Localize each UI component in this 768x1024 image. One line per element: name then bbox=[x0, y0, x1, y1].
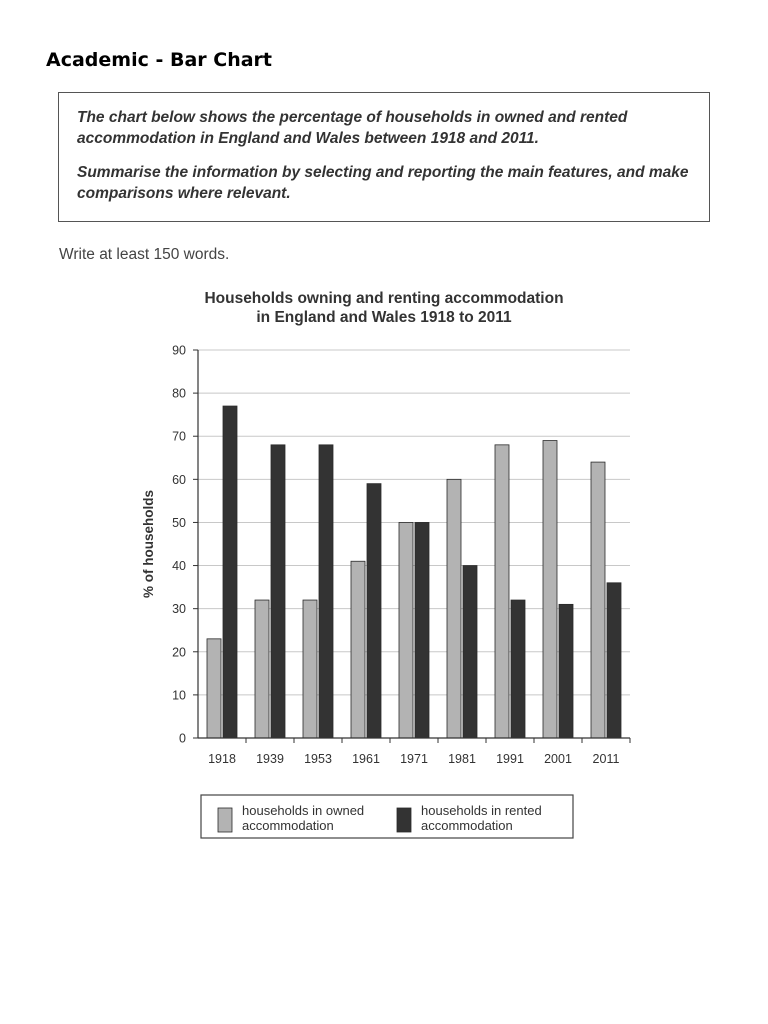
legend-swatch bbox=[218, 808, 232, 832]
y-tick-label: 90 bbox=[172, 343, 186, 358]
bar-owned bbox=[207, 639, 221, 738]
x-tick-label: 1971 bbox=[400, 752, 428, 766]
legend-label: households in owned bbox=[242, 803, 365, 818]
task-description: The chart below shows the percentage of households in owned and rented accommodation in England and Wales between 1918 and 2011. bbox=[77, 109, 628, 147]
bar-rented bbox=[367, 484, 381, 738]
bar-owned bbox=[495, 445, 509, 738]
bar-owned bbox=[303, 600, 317, 738]
y-tick-label: 30 bbox=[172, 602, 186, 617]
bar-rented bbox=[271, 445, 285, 738]
y-tick-label: 10 bbox=[172, 688, 186, 703]
task-instructions-box bbox=[58, 92, 710, 222]
bar-owned bbox=[351, 561, 365, 738]
bar-chart bbox=[0, 280, 768, 860]
bar-rented bbox=[559, 604, 573, 738]
y-tick-label: 80 bbox=[172, 386, 186, 401]
bar-owned bbox=[543, 441, 557, 738]
bar-rented bbox=[319, 445, 333, 738]
bar-rented bbox=[607, 583, 621, 738]
x-tick-label: 2011 bbox=[592, 752, 620, 766]
y-tick-label: 70 bbox=[172, 429, 186, 444]
bar-rented bbox=[463, 566, 477, 738]
y-tick-label: 0 bbox=[179, 731, 186, 746]
bar-rented bbox=[511, 600, 525, 738]
x-tick-label: 1918 bbox=[208, 752, 236, 766]
legend-label: accommodation bbox=[421, 818, 513, 833]
bar-owned bbox=[591, 462, 605, 738]
bar-rented bbox=[223, 406, 237, 738]
word-count-instruction: Write at least 150 words. bbox=[59, 246, 230, 263]
y-tick-label: 50 bbox=[172, 515, 186, 530]
y-axis-label: % of households bbox=[141, 490, 156, 598]
chart-title-line: in England and Wales 1918 to 2011 bbox=[256, 309, 512, 326]
bar-owned bbox=[447, 479, 461, 738]
x-tick-label: 1961 bbox=[352, 752, 380, 766]
task-instruction: Summarise the information by selecting and reporting the main features, and make comparisons where relevant. bbox=[77, 164, 689, 202]
x-tick-label: 1939 bbox=[256, 752, 284, 766]
y-tick-label: 40 bbox=[172, 559, 186, 574]
x-tick-label: 1991 bbox=[496, 752, 524, 766]
x-tick-label: 1981 bbox=[448, 752, 476, 766]
x-tick-label: 1953 bbox=[304, 752, 332, 766]
legend-swatch bbox=[397, 808, 411, 832]
bar-owned bbox=[399, 522, 413, 738]
y-tick-label: 60 bbox=[172, 472, 186, 487]
x-tick-label: 2001 bbox=[544, 752, 572, 766]
bar-owned bbox=[255, 600, 269, 738]
legend-label: accommodation bbox=[242, 818, 334, 833]
chart-title-line: Households owning and renting accommodation bbox=[204, 290, 564, 307]
legend-label: households in rented bbox=[421, 803, 542, 818]
page-heading: Academic - Bar Chart bbox=[46, 49, 272, 71]
y-tick-label: 20 bbox=[172, 645, 186, 660]
bar-rented bbox=[415, 522, 429, 738]
